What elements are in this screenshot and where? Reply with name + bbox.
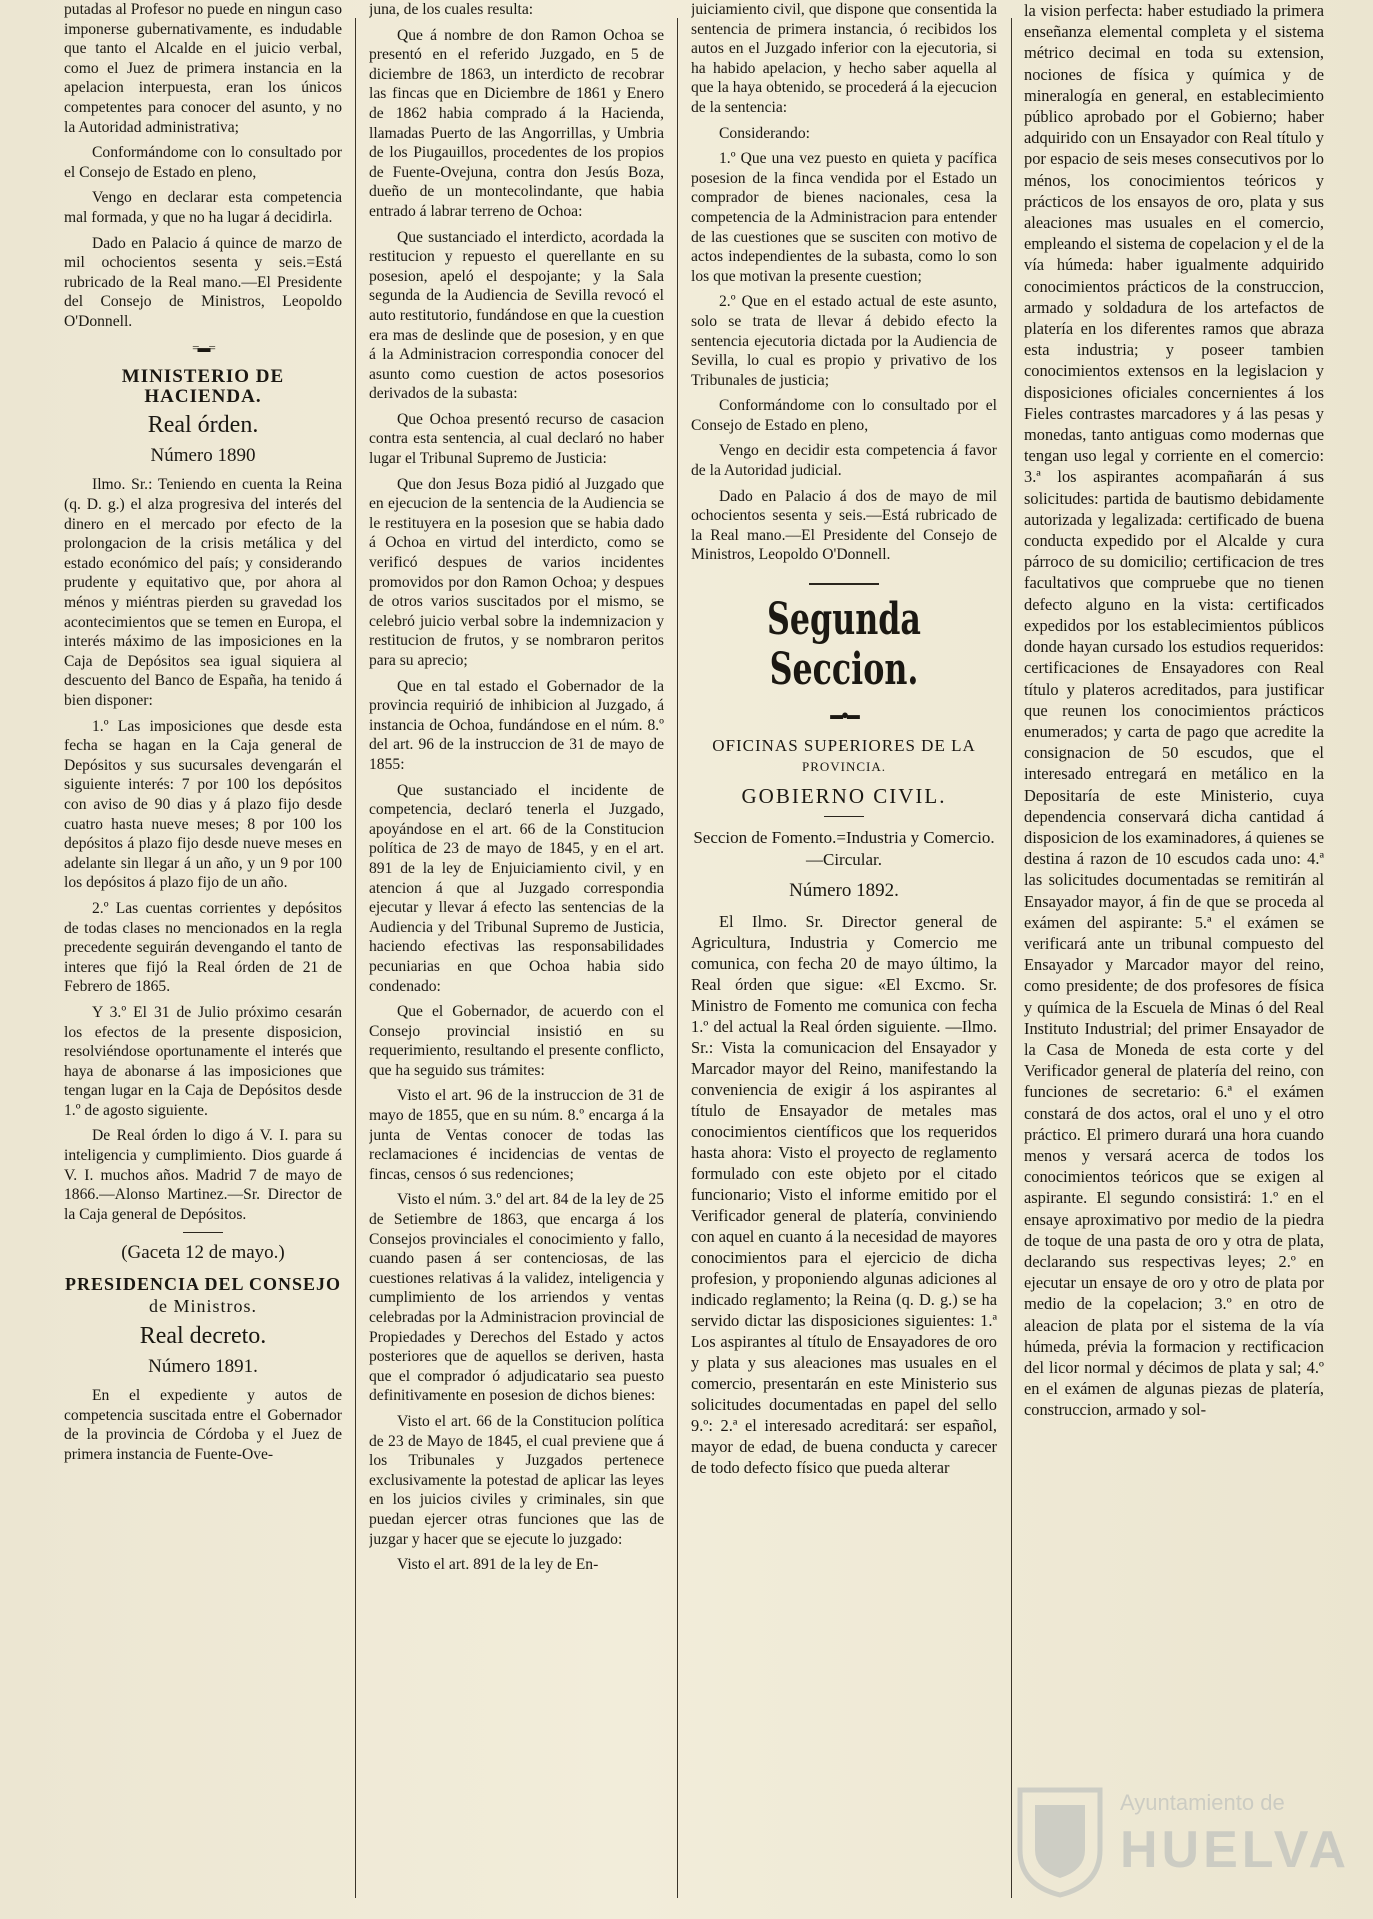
column-4 xyxy=(1024,0,1324,1919)
presidencia-heading-line2: de Ministros. xyxy=(148,1296,257,1317)
watermark xyxy=(1010,1770,1360,1910)
col1-paragraph-2: 2.º Las cuentas corrientes y depósitos de todas clases no mencionados en la regla precedente seguirán devengando el tanto de interes que fijó la Real órden de 21 de Febrero de 1865. xyxy=(64,899,342,996)
numero-1891: Número 1891. xyxy=(148,1355,258,1377)
col2-paragraph-d: Que Ochoa presentó recurso de casacion contra esta sentencia, al cual declaró no haber lugar el Tribunal Supremo de Justicia: xyxy=(369,410,664,468)
column-rule xyxy=(677,18,678,1898)
col3-paragraph-d: 2.º Que en el estado actual de este asunto, solo se trata de llevar á debido efecto la sentencia ejecutoria dictada por la Audiencia de Sevilla, lo cual es propio y privativo de los Tribunales de justicia; xyxy=(691,293,997,389)
col2-paragraph-i: Visto el art. 96 de la instruccion de 31 de mayo de 1855, que en su núm. 8.º encarga á la junta de Ventas conocer de todas las reclamaciones é incidencias de ventas de fincas, censos ó sus redenciones; xyxy=(369,1087,664,1183)
col3-paragraph-a: juiciamiento civil, que dispone que consentida la sentencia de primera instancia, ó recibidos los autos en el Juzgado inferior con la ejecutoria, si ha habido apelacion, y hecho saber aquella al que la haya obtenido, se procederá á la ejecucion de la sentencia: xyxy=(691,1,997,116)
segunda-seccion-heading: Segunda Seccion. xyxy=(767,594,921,696)
oficinas-heading-line1: OFICINAS SUPERIORES DE LA xyxy=(712,735,976,755)
ornament-divider: =▬= xyxy=(192,339,214,355)
col2-paragraph-c: Que sustanciado el interdicto, acordada la restitucion y repuesto el querellante en su posesion, apeló el despojante; y la Sala segunda de la Audiencia de Sevilla revocó el auto restitutorio, fundándose en que la cuestion era mas de deslinde que de posesion, y en que á la Administracion correspondia conocer del asunto como cuestion de actos posesorios derivados de la subasta: xyxy=(369,228,664,403)
col3-paragraph-b: Considerando: xyxy=(719,124,810,142)
col2-paragraph-b: Que á nombre de don Ramon Ochoa se presentó en el referido Juzgado, en 5 de diciembre de 1863, un interdicto de recobrar las fincas que en Diciembre de 1861 y Enero de 1862 habia comprado á la Hacienda, llamadas Puerto de las Angorrillas, y Umbria de los Piugauillos, procedentes de los propios de Fuente-Ovejuna, contra don Jesús Boza, dueño de un montecolindante, que habia entrado á labrar terreno de Ochoa: xyxy=(369,26,664,220)
column-1 xyxy=(64,0,342,1919)
col2-paragraph-h: Que el Gobernador, de acuerdo con el Consejo provincial insistió en su requerimiento, resultando el presente conflicto, que ha seguido sus trámites: xyxy=(369,1003,664,1079)
col3-paragraph-h: El Ilmo. Sr. Director general de Agricultura, Industria y Comercio me comunica, con fecha 20 de mayo último, la Real órden que sigue: «El Excmo. Sr. Ministro de Fomento me comunica con fecha 1.º del actual la Real órden siguiente. —Ilmo. Sr.: Vista la comunicacion del Ensayador y Marcador mayor del Reino, manifestando la conveniencia de exigir á los aspirantes al título de Ensayador de metales mas conocimientos científicos que los requeridos hasta ahora: Visto el proyecto de reglamento formulado con este objeto por el citado funcionario; Visto el informe emitido por el Verificador general de platería, conviniendo con aquel en cuanto á la necesidad de mayores conocimientos para el ejercicio de dicha profesion, y proponiendo algunas adiciones al indicado reglamento; la Reina (q. D. g.) se ha servido dictar las disposiciones siguientes: 1.ª Los aspirantes al título de Ensayadores de oro y plata y sus aleaciones mas usuales en el comercio, presentarán en este Ministerio sus solicitudes documentadas en papel del sello 9.º: 2.ª el interesado acreditará: ser español, mayor de edad, de buena conducta y carecer de todo defecto físico que pueda alterar xyxy=(691,911,997,1477)
ministry-heading: MINISTERIO DE HACIENDA. xyxy=(121,366,285,407)
divider xyxy=(809,583,879,585)
numero-1892: Número 1892. xyxy=(789,880,899,902)
col2-paragraph-f: Que en tal estado el Gobernador de la provincia requirió de inhibicion al Juzgado, á instancia de Ochoa, fundándose en el núm. 8.º del art. 96 de la instruccion de 31 de mayo de 1855: xyxy=(369,677,664,773)
gobierno-civil-heading: GOBIERNO CIVIL. xyxy=(741,783,947,808)
watermark-text-line1: Ayuntamiento de xyxy=(1120,1790,1285,1815)
col1-paragraph-real-orden: De Real órden lo digo á V. I. para su inteligencia y cumplimiento. Dios guarde á V. I. muchos años. Madrid 7 de mayo de 1866.—Alonso Martinez.—Sr. Director de la Caja general de Depósitos. xyxy=(64,1127,342,1223)
real-orden-heading: Real órden. xyxy=(147,412,259,439)
divider xyxy=(824,816,864,817)
watermark-text-line2: HUELVA xyxy=(1120,1821,1351,1879)
col1-paragraph-1: 1.º Las imposiciones que desde esta fecha se hagan en la Caja general de Depósitos y sus sucursales devengarán el siguiente interés: 7 por 100 los depósitos con aviso de 90 dias y á plazo fijo desde cuatro hasta nueve meses; 8 por 100 los depósitos á plazo fijo desde nueve meses en adelante sin llegar á un año, y un 9 por 100 los depósitos á plazo fijo de un año. xyxy=(64,717,342,892)
col3-paragraph-c: 1.º Que una vez puesto en quieta y pacífica posesion de la finca vendida por el Estado un comprador de bienes nacionales, cesa la competencia de la Administracion para entender de las cuestiones que se susciten con motivo de actos independientes de la subasta, como lo son los que motivan la presente cuestion; xyxy=(691,150,997,285)
col1-paragraph-top: putadas al Profesor no puede en ningun caso imponerse gubernativamente, es indudable que tanto el Alcalde en el juicio verbal, como el Juez de primera instancia en la apelacion interpuesta, eran los únicos competentes para conocer del asunto, y no la Autoridad administrativa; xyxy=(64,1,342,136)
col3-paragraph-g: Dado en Palacio á dos de mayo de mil ochocientos sesenta y seis.—Está rubricado de la Real mano.—El Presidente del Consejo de Ministros, Leopoldo O'Donnell. xyxy=(691,487,997,564)
col1-paragraph-ilmo: Ilmo. Sr.: Teniendo en cuenta la Reina (q. D. g.) el alza progresiva del interés del dinero en el mercado por efecto de la prolongacion de la crisis metálica y del estado económico del país; y considerando prudente y equitativo que, por ahora al ménos y miéntras pierden su gravedad los acontecimientos que se temen en Europa, el interés máximo de las imposiciones en la Caja de Depósitos sea igual siquiera al descuento del Banco de España, ha tenido á bien disponer: xyxy=(64,476,342,709)
col2-paragraph-j: Visto el núm. 3.º del art. 84 de la ley de 25 de Setiembre de 1863, que encarga á los Consejos provinciales el conocimiento y fallo, cuando pasen á ser contenciosas, de las cuestiones relativas á la validez, inteligencia y cumplimiento de los arriendos y ventas celebradas por la Administracion provincial de Propiedades y Derechos del Estado y actos posteriores que de aquellos se deriven, hasta que el comprador ó adjudicatario sea puesto definitivamente en posesion de dichos bienes: xyxy=(369,1191,664,1405)
divider xyxy=(183,1232,223,1233)
col1-paragraph-dado: Dado en Palacio á quince de marzo de mil ochocientos sesenta y seis.=Está rubricado de la Real mano.—El Presidente del Consejo de Ministros, Leopoldo O'Donnell. xyxy=(64,234,342,330)
col4-paragraph-a: la vision perfecta: haber estudiado la primera enseñanza elemental completa y el sistema métrico decimal en toda su extension, nociones de física y química y de mineralogía en general, en establecimiento público aprobado por el Gobierno; haber adquirido con un Ensayador con Real título y por espacio de seis meses consecutivos por lo ménos, los conocimientos teóricos y prácticos de los ensayos de oro, plata y sus aleaciones mas usuales en el comercio, empleando el sistema de copelacion y el de la vía húmeda: haber igualmente adquirido conocimientos prácticos de la construccion, armado y soldadura de los artefactos de platería en los diferentes ramos que abraza esta industria; y poseer tambien conocimientos extensos en la legislacion y disposiciones oficiales concernientes á los Fieles contrastes marcadores y á las pesas y monedas, tanto antiguas como modernas que tengan uso legal y corriente en el comercio: 3.ª los aspirantes acompañarán á sus solicitudes: partida de bautismo debidamente autorizada y legalizada: certificado de buena conducta expedido por el Alcalde y cura párroco de su domicilio; certificacion de tres facultativos que compruebe que no tienen defecto alguno en la vista: certificados expedidos por los establecimientos públicos donde hayan cursado los estudios requeridos: certificaciones de Ensayadores con Real título y plateros acreditados, para justificar que reunen los conocimientos prácticos enumerados; y carta de pago que acredite la consignacion de 50 escudos, que el interesado entregará en metálico en la Depositaría de este Ministerio, cuya dependencia conservará dicha cantidad á disposicion de los examinadores, á quienes se destina á razon de 10 escudos cada uno: 4.ª las solicitudes documentadas se remitirán al Ensayador mayor, á fin de que se proceda al exámen del aspirante: 5.ª el exámen se verificará ante un tribunal compuesto del Ensayador y Marcador mayor del reino, como presidente; de dos profesores de física y química de la Escuela de Minas ó del Real Instituto Industrial; del primer Ensayador de la Casa de Moneda de esta corte y del Verificador general de platería del reino, con funciones de secretario: 6.ª el exámen constará de dos actos, oral el uno y el otro práctico. El primero durará una hora cuando menos y versará acerca de todos los conocimientos teóricos que se exigen al aspirante. El segundo consistirá: 1.º en el ensaye aproximativo por medio de la piedra de toque de una pasta de oro y otra de plata, declarando sus respectivas leyes; 2.º en ejecutar un ensaye de oro y otro de plata por medio de la copelacion; 3.º en otro de aleacion de plata por el sistema de la vía húmeda, prévia la formacion y rectificacion del licor normal y décimos de plata y sal; 4.º en el exámen de algunas piezas de platería, construccion, armado y sol- xyxy=(1024,1,1324,1420)
presidencia-heading-line1: PRESIDENCIA DEL CONSEJO xyxy=(64,1274,342,1295)
col2-paragraph-g: Que sustanciado el incidente de competencia, declaró tenerla el Juzgado, apoyándose en el art. 66 de la Constitucion política de 23 de mayo de 1845, y en el art. 891 de la ley de Enjuiciamiento civil, y en atencion á que al Juzgado correspondia ejecutar y llevar á efecto las sentencias de la Audiencia y del Tribunal Supremo de Justicia, haciendo efectivas las responsabilidades pecuniarias en que Ochoa habia sido condenado: xyxy=(369,781,664,995)
col1-paragraph-expediente: En el expediente y autos de competencia suscitada entre el Gobernador de la provincia de Córdoba y el Juez de primera instancia de Fuente-Ove- xyxy=(64,1387,342,1463)
col1-paragraph-conformandome: Conformándome con lo consultado por el Consejo de Estado en pleno, xyxy=(64,144,342,181)
col2-paragraph-k: Visto el art. 66 de la Constitucion política de 23 de Mayo de 1845, el cual previene que á los Tribunales y Juzgados pertenece exclusivamente la potestad de aplicar las leyes en los juicios civiles y criminales, sin que puedan ejercer otras funciones que las de juzgar y hacer que se ejecute lo juzgado: xyxy=(369,1412,664,1548)
column-3 xyxy=(691,0,997,1919)
ornament-divider: ▬●▬ xyxy=(830,707,858,723)
col2-paragraph-e: Que don Jesus Boza pidió al Juzgado que en ejecucion de la sentencia de la Audiencia se le restituyera en la posesion que se habia dado á Ochoa en virtud del interdicto, como se verificó despues de varios incidentes promovidos por don Ramon Ochoa; y despues de otros varios suscitados por el mismo, se celebró juicio verbal sobre la indemnizacion y restitucion de frutos, y se nombraron peritos para su aprecio; xyxy=(369,475,664,669)
col3-paragraph-e: Conformándome con lo consultado por el Consejo de Estado en pleno, xyxy=(691,397,997,434)
fomento-heading: Seccion de Fomento.=Industria y Comercio.—Circular. xyxy=(693,828,995,870)
crest-icon xyxy=(1010,1770,1110,1900)
gaceta-note: (Gaceta 12 de mayo.) xyxy=(121,1242,285,1264)
col2-paragraph-a: juna, de los cuales resulta: xyxy=(369,1,534,18)
col1-paragraph-vengo: Vengo en declarar esta competencia mal formada, y que no ha lugar á decidirla. xyxy=(64,189,342,226)
column-rule xyxy=(1011,18,1012,1898)
oficinas-heading-line2: PROVINCIA. xyxy=(801,758,887,774)
column-rule xyxy=(355,18,356,1898)
col3-paragraph-f: Vengo en decidir esta competencia á favor de la Autoridad judicial. xyxy=(691,442,997,480)
col2-paragraph-l: Visto el art. 891 de la ley de En- xyxy=(397,1556,599,1574)
column-2 xyxy=(369,0,664,1919)
real-decreto-heading: Real decreto. xyxy=(139,1323,267,1350)
numero-1890: Número 1890 xyxy=(150,444,256,466)
col1-paragraph-3: Y 3.º El 31 de Julio próximo cesarán los efectos de la presente disposicion, resolviéndose oportunamente el interés que haya de abonarse á las imposiciones que tengan lugar en la Caja de Depósitos desde 1.º de agosto siguiente. xyxy=(64,1003,342,1119)
